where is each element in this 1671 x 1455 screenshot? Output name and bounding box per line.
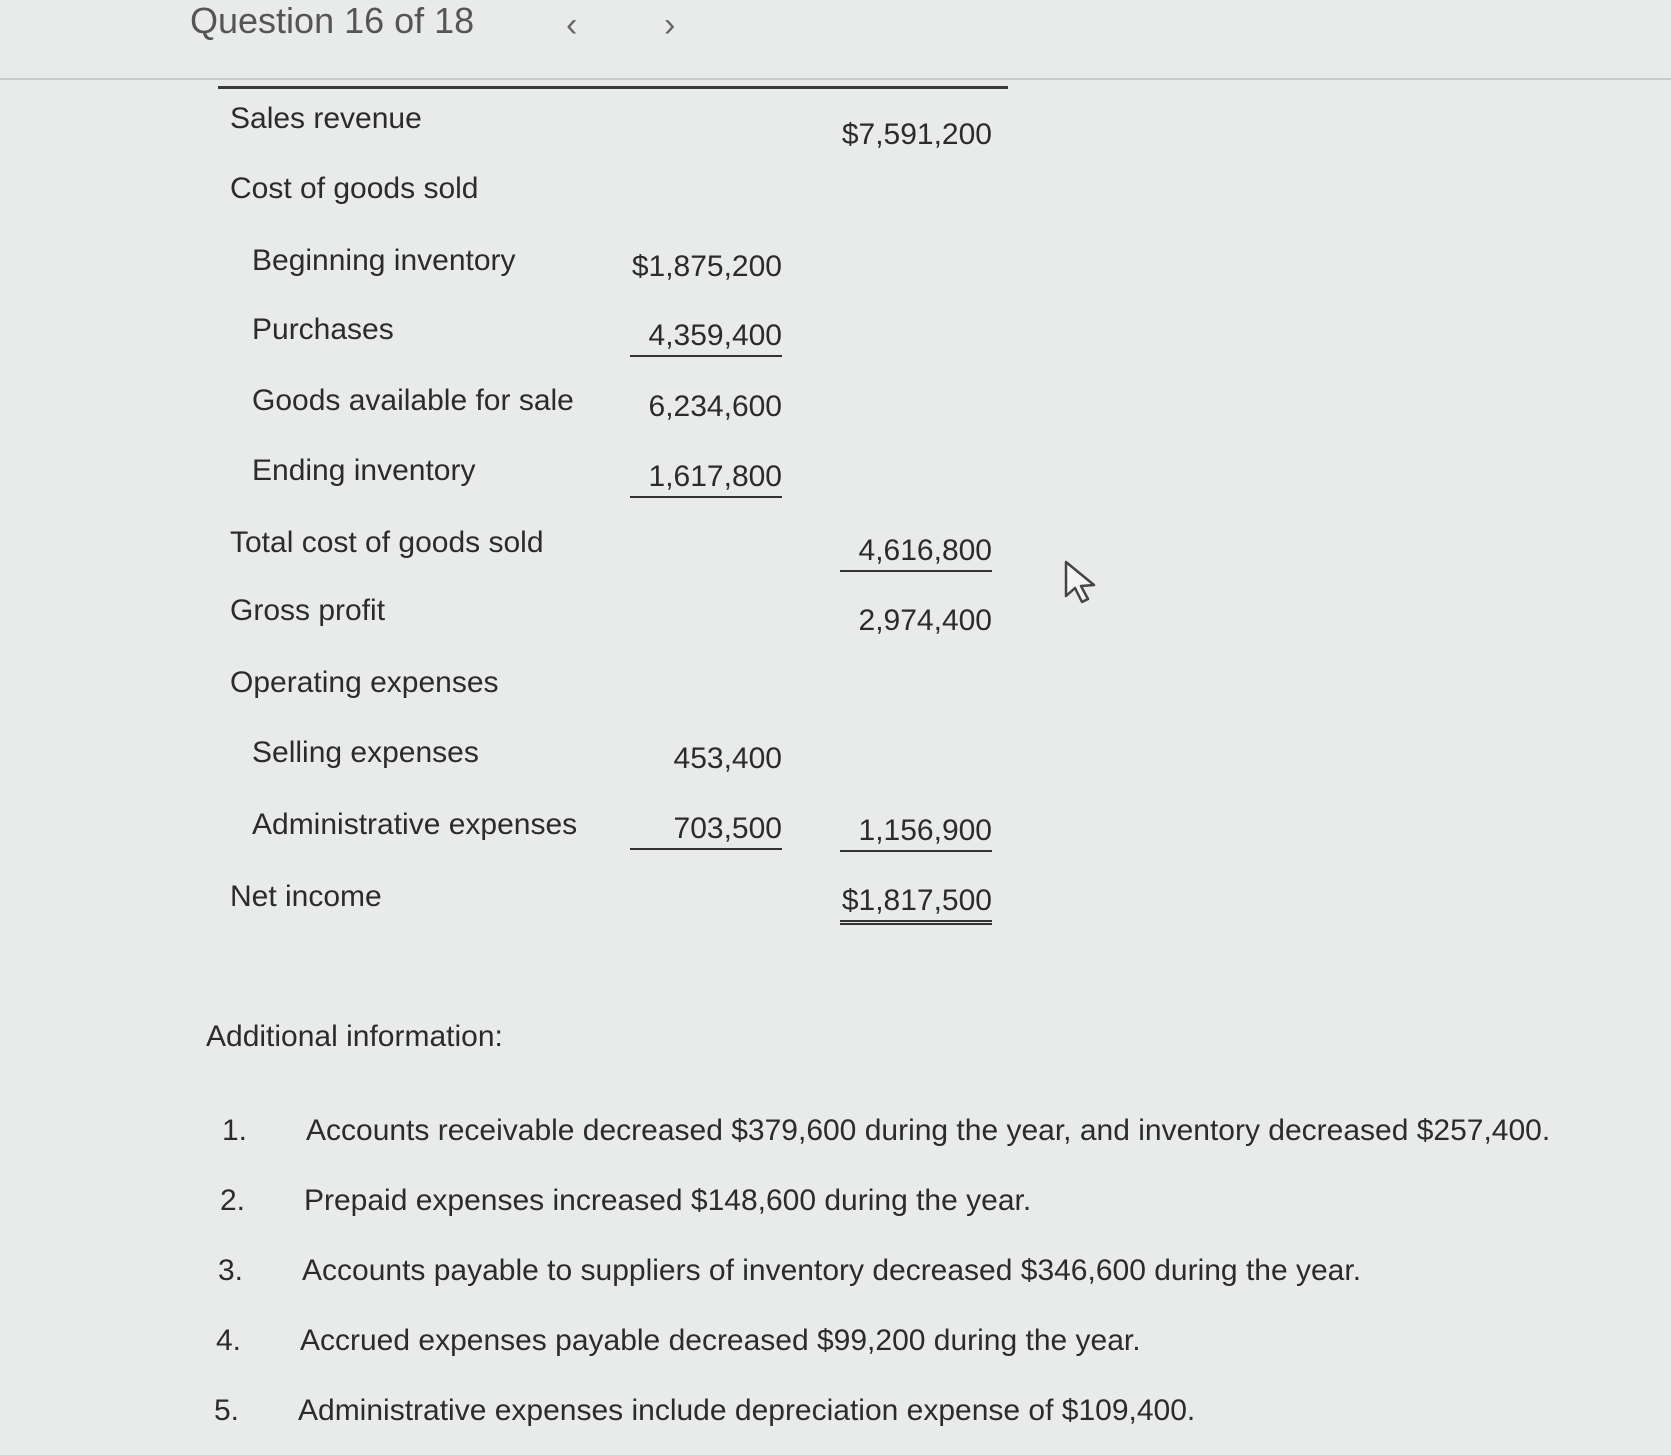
gross-profit-label: Gross profit	[230, 594, 386, 627]
list-item-number: 3.	[218, 1254, 244, 1287]
list-item-text: Accounts receivable decreased $379,600 during the year, and inventory decreased $257,400.	[306, 1114, 1551, 1147]
sales-revenue-label: Sales revenue	[230, 102, 422, 135]
total-cogs-value: 4,616,800	[820, 534, 992, 572]
list-item-number: 4.	[216, 1324, 242, 1357]
beginning-inventory-label: Beginning inventory	[252, 244, 516, 277]
selling-expenses-label: Selling expenses	[252, 736, 479, 769]
list-item-number: 2.	[220, 1184, 246, 1217]
gross-profit-value: 2,974,400	[858, 604, 992, 637]
list-item-number: 5.	[214, 1394, 240, 1427]
admin-expenses-value: 703,500	[610, 812, 782, 850]
admin-expenses-label: Administrative expenses	[252, 808, 578, 841]
purchases-value: 4,359,400	[610, 319, 782, 357]
question-header	[0, 0, 1671, 80]
list-item-text: Accounts payable to suppliers of inventory decreased $346,600 during the year.	[302, 1254, 1362, 1287]
total-cogs-label: Total cost of goods sold	[230, 526, 544, 559]
question-counter: Question 16 of 18	[190, 0, 475, 41]
chevron-left-icon[interactable]: ‹	[566, 6, 578, 44]
list-item-text: Accrued expenses payable decreased $99,200 during the year.	[300, 1324, 1141, 1357]
selling-expenses-value: 453,400	[673, 742, 782, 775]
mouse-pointer-icon	[1062, 560, 1102, 606]
goods-available-value: 6,234,600	[648, 390, 782, 423]
ending-inventory-value: 1,617,800	[610, 460, 782, 498]
opex-heading: Operating expenses	[230, 666, 499, 699]
net-income-value: $1,817,500	[820, 884, 992, 925]
net-income-label: Net income	[230, 880, 382, 913]
beginning-inventory-value: $1,875,200	[631, 250, 782, 283]
goods-available-label: Goods available for sale	[252, 384, 574, 417]
additional-info-title: Additional information:	[206, 1020, 503, 1053]
purchases-label: Purchases	[252, 313, 394, 346]
sales-revenue-value: $7,591,200	[841, 118, 992, 151]
list-item-text: Prepaid expenses increased $148,600 during the year.	[304, 1184, 1032, 1217]
cogs-heading: Cost of goods sold	[230, 172, 479, 205]
opex-total-value: 1,156,900	[820, 814, 992, 852]
list-item-number: 1.	[222, 1114, 248, 1147]
table-top-rule	[218, 86, 1008, 89]
chevron-right-icon[interactable]: ›	[664, 6, 676, 44]
list-item-text: Administrative expenses include depreciation expense of $109,400.	[298, 1394, 1196, 1427]
ending-inventory-label: Ending inventory	[252, 454, 476, 487]
